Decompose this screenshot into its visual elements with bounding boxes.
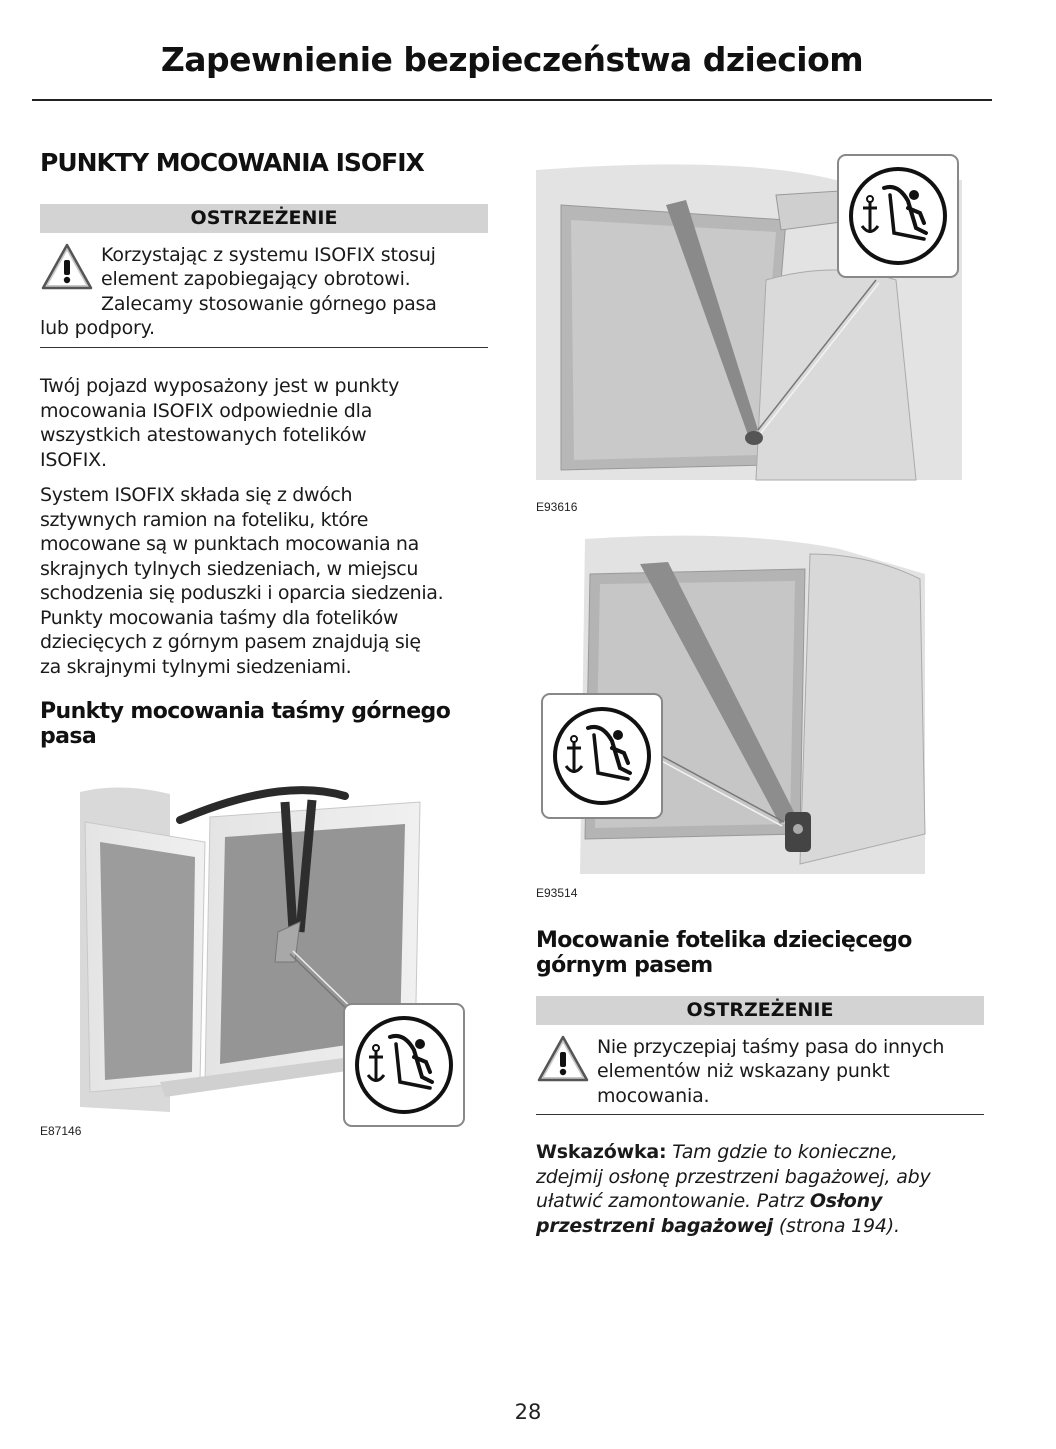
seat-back-tether-illustration — [80, 782, 468, 1130]
subheading-line: górnym pasem — [536, 953, 713, 978]
warning-header: OSTRZEŻENIE — [536, 996, 984, 1025]
paragraph-line: za skrajnymi tylnymi siedzeniami. — [40, 655, 352, 678]
note-text: (strona 194). — [772, 1214, 900, 1237]
subheading-line: pasa — [40, 724, 97, 749]
note-text: Tam gdzie to konieczne, — [672, 1141, 898, 1163]
warning-triangle-icon — [536, 1034, 590, 1084]
page-title: Zapewnienie bezpieczeństwa dzieciom — [160, 40, 864, 79]
paragraph-line: Twój pojazd wyposażony jest w punkty — [40, 375, 400, 397]
paragraph-line: schodzenia się poduszki i oparcia siedzenia. — [40, 582, 444, 604]
isofix-tether-illustration-1 — [536, 150, 962, 488]
note-line: zdejmij osłonę przestrzeni bagażowej, aby — [536, 1165, 931, 1188]
note-line — [536, 1214, 931, 1239]
note-paragraph — [536, 1140, 931, 1238]
page-number: 28 — [514, 1400, 542, 1424]
paragraph-line: ISOFIX. — [40, 448, 107, 471]
subheading-tether-anchors — [40, 699, 450, 749]
figure-code: E93616 — [536, 500, 578, 514]
paragraph-line: mocowane są w punktach mocowania na — [40, 533, 419, 555]
isofix-tether-illustration-2 — [540, 534, 936, 878]
note-text: ułatwić zamontowanie. Patrz — [536, 1190, 810, 1212]
paragraph-vehicle-isofix — [40, 374, 399, 472]
note-line — [536, 1140, 931, 1165]
section-title-isofix: PUNKTY MOCOWANIA ISOFIX — [40, 148, 424, 177]
subheading-line: Punkty mocowania taśmy górnego — [40, 699, 451, 724]
paragraph-line: skrajnych tylnych siedzeniach, w miejscu — [40, 557, 419, 580]
figure-code: E87146 — [40, 1124, 82, 1138]
warning-text-line: mocowania. — [597, 1085, 710, 1107]
warning-text-line: element zapobiegający obrotowi. — [101, 268, 411, 290]
note-label: Wskazówka: — [536, 1141, 667, 1163]
warning-text-line: elementów niż wskazany punkt — [597, 1060, 890, 1082]
header-divider — [32, 99, 992, 101]
note-line — [536, 1189, 931, 1214]
paragraph-line: sztywnych ramion na foteliku, które — [40, 508, 369, 531]
warning-header: OSTRZEŻENIE — [40, 204, 488, 233]
subheading-top-tether — [536, 928, 912, 978]
warning-triangle-icon — [40, 242, 94, 292]
warning-bottom-rule — [536, 1114, 984, 1115]
paragraph-line: System ISOFIX składa się z dwóch — [40, 484, 353, 506]
paragraph-line: mocowania ISOFIX odpowiednie dla — [40, 399, 373, 422]
paragraph-line: Punkty mocowania taśmy dla fotelików — [40, 606, 399, 629]
warning-text-line: Nie przyczepiaj taśmy pasa do innych — [597, 1036, 945, 1058]
warning-text-line: Korzystając z systemu ISOFIX stosuj — [101, 244, 436, 266]
note-link-text[interactable]: przestrzeni bagażowej — [536, 1214, 773, 1237]
paragraph-line: dziecięcych z górnym pasem znajdują się — [40, 631, 421, 653]
subheading-line: Mocowanie fotelika dziecięcego — [536, 928, 912, 953]
warning-text-line: lub podpory. — [40, 317, 155, 339]
note-link-text[interactable]: Osłony — [809, 1190, 883, 1212]
warning-text-line: Zalecamy stosowanie górnego pasa — [101, 293, 437, 315]
paragraph-line: wszystkich atestowanych fotelików — [40, 424, 367, 446]
warning-bottom-rule — [40, 347, 488, 348]
figure-code: E93514 — [536, 886, 578, 900]
paragraph-isofix-system — [40, 483, 443, 679]
